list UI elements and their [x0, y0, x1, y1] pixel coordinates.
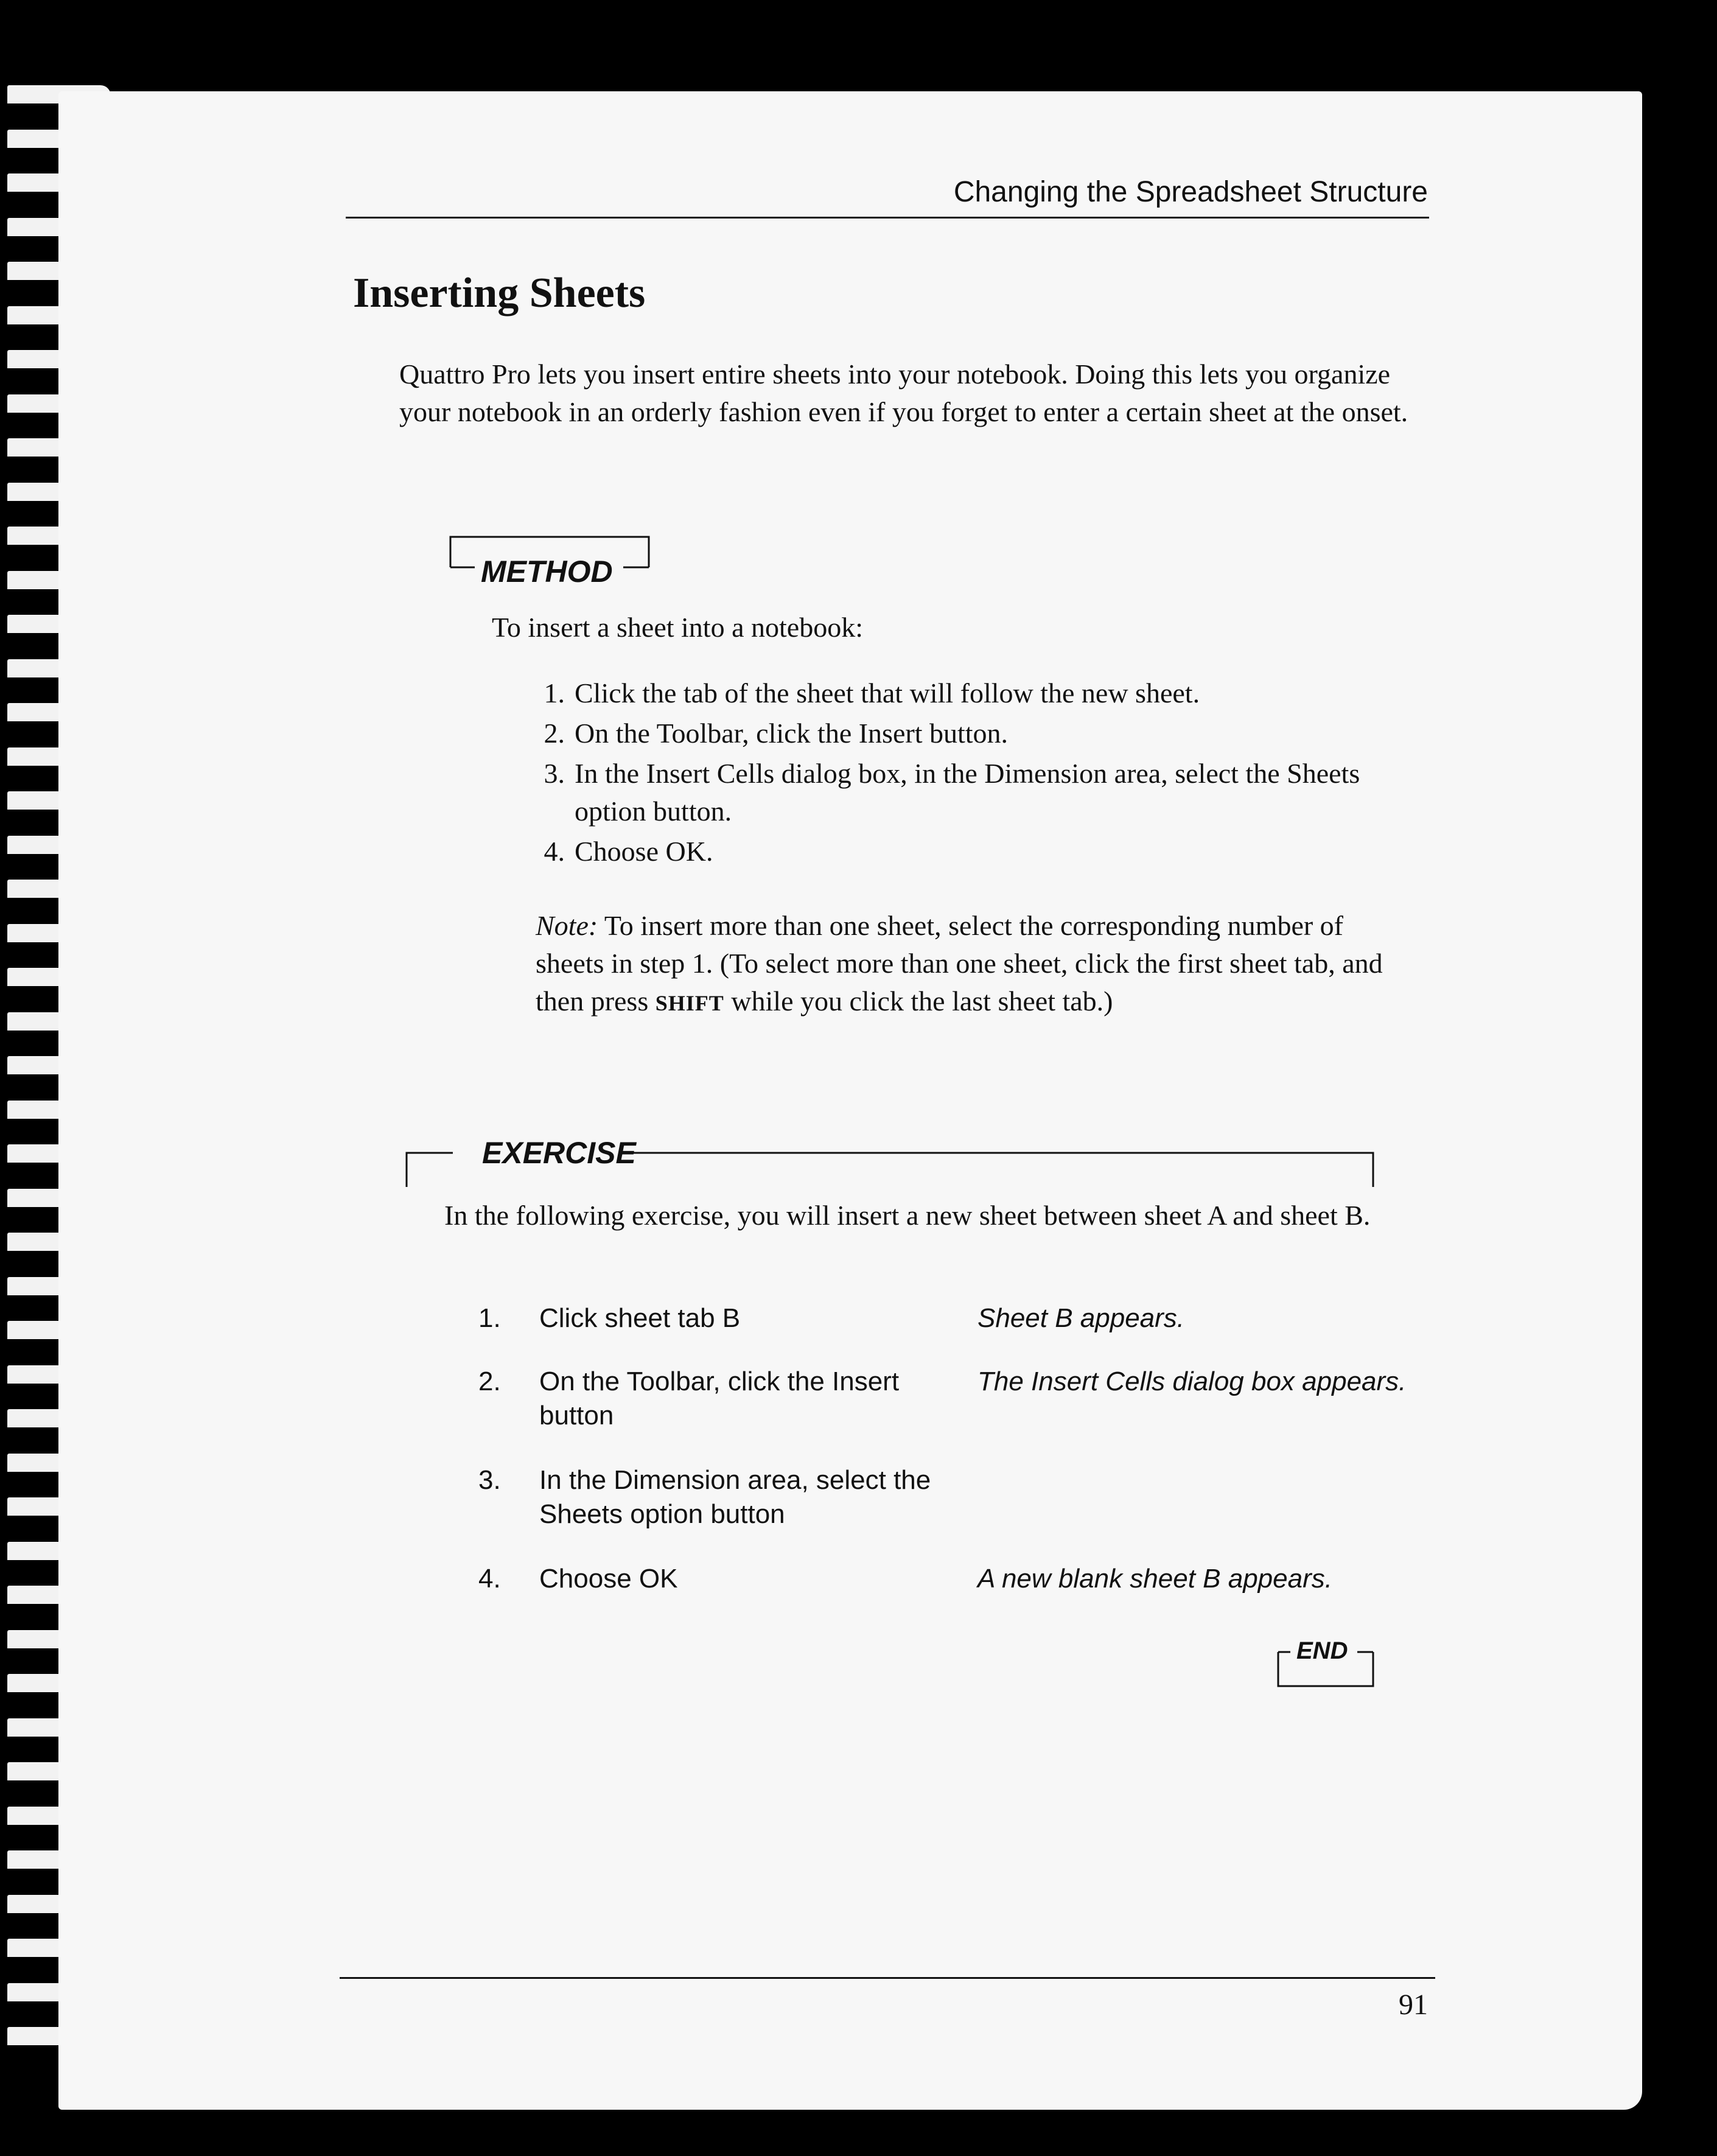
method-step: 4. Choose OK.: [544, 836, 713, 867]
section-heading: Inserting Sheets: [353, 270, 646, 317]
note-label: Note:: [536, 910, 598, 941]
book-page: [58, 91, 1642, 2110]
running-header: [344, 175, 1428, 218]
exercise-label: EXERCISE: [482, 1136, 636, 1170]
end-tag: [1276, 1631, 1379, 1692]
method-step: 2. On the Toolbar, click the Insert button.: [544, 718, 1009, 749]
shift-key: SHIFT: [655, 991, 724, 1015]
method-note: Note: To insert more than one sheet, select the corresponding number of sheets in step 1. (To select more than one sheet, click the first sheet tab, and then press SHIFT while you click the last sheet tab.): [536, 910, 1383, 1017]
method-tag: [448, 530, 655, 589]
exercise-intro: In the following exercise, you will insert a new sheet between sheet A and sheet B.: [444, 1200, 1371, 1231]
page-number: 91: [1399, 1989, 1428, 2021]
exercise-steps: 1. Click sheet tab B Sheet B appears. 2. On the Toolbar, click the Insert button The Insert Cells dialog box appears. 3. In the Dimension area, select the Sheets option button 4. Choose OK A new blank sheet B appears.: [478, 1303, 1407, 1594]
method-step: 1. Click the tab of the sheet that will follow the new sheet.: [544, 677, 1200, 709]
method-label: METHOD: [481, 555, 613, 589]
method-steps: [544, 674, 1427, 873]
method-step: 3. In the Insert Cells dialog box, in the Dimension area, select the Sheets option button.: [544, 758, 1360, 827]
header-title: Changing the Spreadsheet Structure: [953, 176, 1428, 208]
header-rule: [346, 217, 1429, 219]
end-label: END: [1296, 1637, 1348, 1664]
footer-rule: [340, 1977, 1435, 1979]
method-lead: To insert a sheet into a notebook:: [492, 612, 863, 643]
intro-paragraph: Quattro Pro lets you insert entire sheets into your notebook. Doing this lets you organize your notebook in an orderly fashion even if you forget to enter a certain sheet at the onset.: [399, 359, 1408, 427]
